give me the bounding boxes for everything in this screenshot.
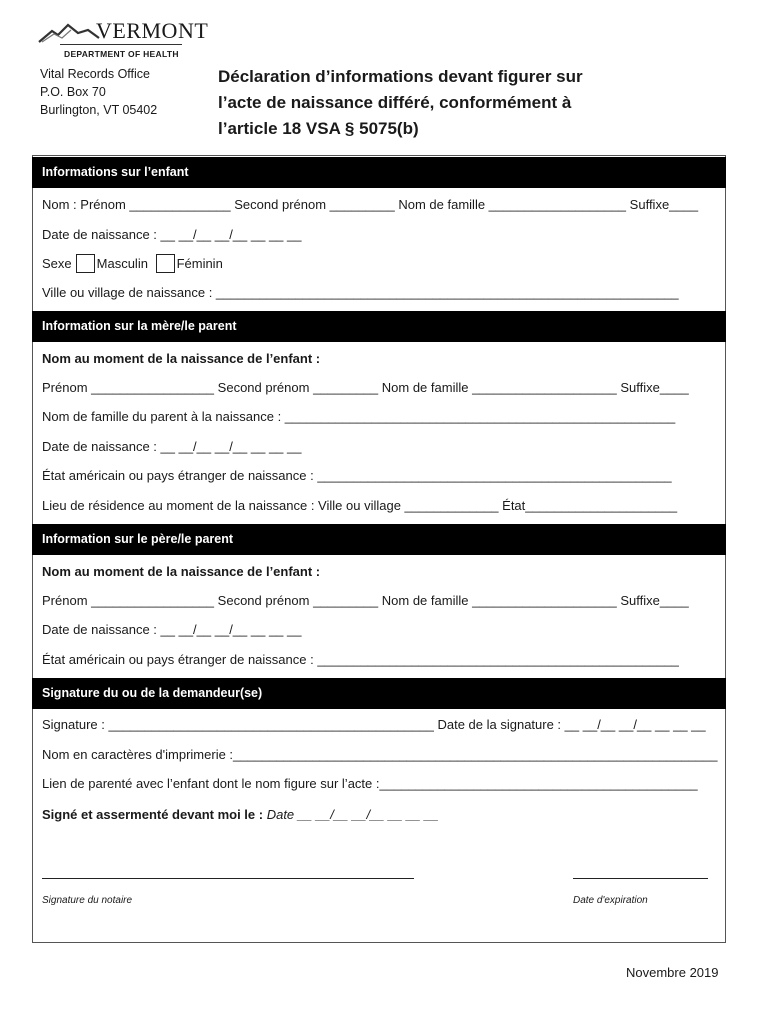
vermont-logo-icon (38, 22, 100, 44)
father-name-row (42, 592, 689, 610)
masculin-label: Masculin (96, 256, 148, 271)
title-line: Déclaration d’informations devant figurer sur (218, 67, 583, 86)
parent-birth-surname-field[interactable]: Nom de famille du parent à la naissance : ______________________________________________________ (42, 409, 676, 424)
signature-row (42, 716, 706, 734)
child-first-name-field[interactable]: Nom : Prénom ______________ (42, 197, 231, 212)
department-name: DEPARTMENT OF HEALTH (64, 49, 179, 59)
father-first-name-field[interactable]: Prénom _________________ (42, 593, 215, 608)
child-birthplace-field[interactable]: Ville ou village de naissance : ________________________________________________________________ (42, 285, 679, 300)
sworn-date-field[interactable]: Date __ __/__ __/__ __ __ __ (266, 807, 439, 822)
father-middle-name-field[interactable]: Second prénom _________ (217, 593, 379, 608)
child-middle-name-field[interactable]: Second prénom _________ (234, 197, 395, 212)
signature-date-field[interactable]: Date de la signature : __ __/__ __/__ __ __ __ (437, 717, 706, 732)
father-last-name-field[interactable]: Nom de famille ____________________ (381, 593, 617, 608)
logo-underline (60, 44, 182, 45)
mother-subheader: Nom au moment de la naissance de l’enfant : (42, 351, 321, 366)
child-sex-row (42, 255, 223, 273)
section-header-signature: Signature du ou de la demandeur(se) (32, 678, 726, 709)
title-line: l’article 18 VSA § 5075(b) (218, 119, 419, 138)
address-block (40, 65, 157, 119)
expiry-date-label: Date d'expiration (573, 895, 648, 906)
mother-name-row (42, 379, 689, 397)
child-last-name-field[interactable]: Nom de famille ___________________ (398, 197, 627, 212)
address-line: Burlington, VT 05402 (40, 103, 158, 117)
logo-wordmark: VERMONT (96, 18, 209, 43)
father-dob-field[interactable]: Date de naissance : __ __/__ __/__ __ __ __ (42, 622, 302, 637)
printed-name-field[interactable]: Nom en caractères d'imprimerie :___________________________________________________________________ (42, 747, 718, 762)
father-subheader: Nom au moment de la naissance de l’enfant : (42, 564, 321, 579)
section-header-child: Informations sur l’enfant (32, 157, 726, 188)
mother-residence-field[interactable]: Lieu de résidence au moment de la naissance : Ville ou village _____________ État_____________________ (42, 498, 678, 513)
applicant-signature-field[interactable]: Signature : _____________________________________________ (42, 717, 434, 732)
child-suffix-field[interactable]: Suffixe____ (629, 197, 699, 212)
relationship-field[interactable]: Lien de parenté avec l’enfant dont le nom figure sur l’acte :____________________________________________ (42, 776, 698, 791)
checkbox-masculin[interactable] (76, 254, 95, 273)
address-line: Vital Records Office (40, 67, 151, 81)
document-title (218, 64, 583, 142)
section-header-mother: Information sur la mère/le parent (32, 311, 726, 342)
address-line: P.O. Box 70 (40, 85, 106, 99)
father-birth-state-field[interactable]: État américain ou pays étranger de naissance : __________________________________________________ (42, 652, 679, 667)
section-header-father: Information sur le père/le parent (32, 524, 726, 555)
sworn-row (42, 806, 439, 824)
footer-date: Novembre 2019 (626, 965, 719, 980)
sex-label: Sexe (42, 256, 72, 271)
mother-dob-field[interactable]: Date de naissance : __ __/__ __/__ __ __ __ (42, 439, 302, 454)
notary-signature-line[interactable] (42, 878, 414, 879)
checkbox-feminin[interactable] (156, 254, 175, 273)
mother-middle-name-field[interactable]: Second prénom _________ (217, 380, 379, 395)
mother-suffix-field[interactable]: Suffixe____ (620, 380, 689, 395)
child-name-row (42, 196, 698, 214)
title-line: l’acte de naissance différé, conformément à (218, 93, 572, 112)
feminin-label: Féminin (176, 256, 223, 271)
mother-first-name-field[interactable]: Prénom _________________ (42, 380, 215, 395)
sworn-label: Signé et assermenté devant moi le : (42, 807, 264, 822)
child-dob-field[interactable]: Date de naissance : __ __/__ __/__ __ __ __ (42, 227, 302, 242)
expiry-date-line[interactable] (573, 878, 708, 879)
notary-signature-label: Signature du notaire (42, 895, 133, 906)
mother-last-name-field[interactable]: Nom de famille ____________________ (381, 380, 617, 395)
mother-birth-state-field[interactable]: État américain ou pays étranger de naissance : _________________________________________________ (42, 468, 672, 483)
father-suffix-field[interactable]: Suffixe____ (620, 593, 689, 608)
